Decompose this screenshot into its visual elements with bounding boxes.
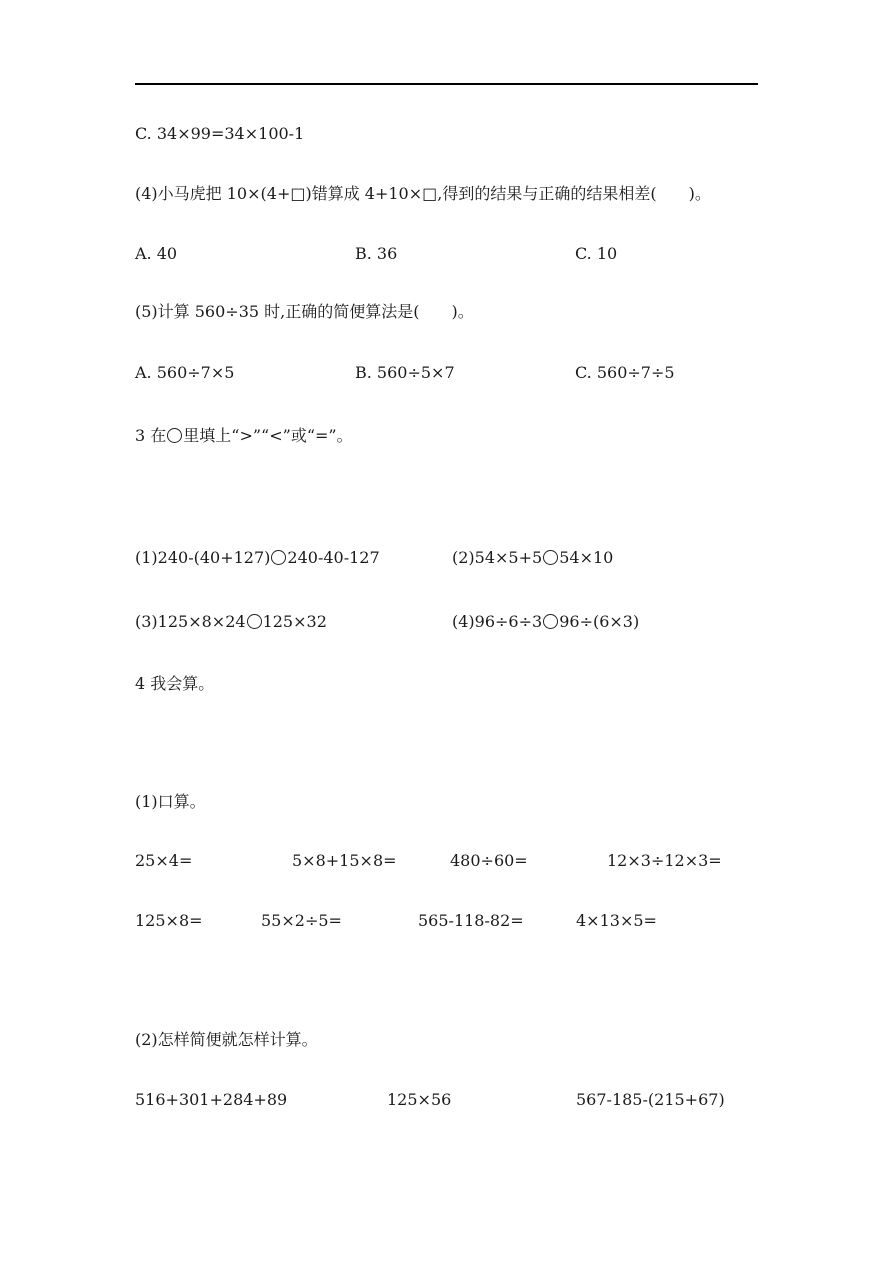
circle-icon: [167, 428, 182, 443]
compare-item-1: [135, 548, 380, 568]
compare-right: 54×10: [559, 548, 614, 567]
compare-right: 125×32: [262, 612, 327, 631]
answer-circle[interactable]: [543, 550, 558, 565]
option-c-prev: C. 34×99=34×100-1: [135, 124, 305, 143]
q4-option-a: A. 40: [135, 244, 178, 263]
q4-option-c: C. 10: [575, 244, 618, 263]
compare-item-2: [452, 548, 613, 568]
oral-item: 12×3÷12×3=: [607, 851, 722, 870]
answer-circle[interactable]: [247, 614, 262, 629]
compare-item-3: [135, 612, 327, 632]
oral-item: 55×2÷5=: [261, 911, 342, 930]
calc-item: 516+301+284+89: [135, 1090, 288, 1109]
compare-left: (1)240-(40+127): [135, 548, 271, 567]
section-4-title: 4 我会算。: [135, 674, 215, 693]
compare-right: 96÷(6×3): [559, 612, 640, 631]
oral-item: 125×8=: [135, 911, 203, 930]
q5-option-a: A. 560÷7×5: [135, 363, 235, 382]
question-5-stem: (5)计算 560÷35 时,正确的简便算法是( )。: [135, 302, 474, 321]
answer-circle[interactable]: [271, 550, 286, 565]
answer-circle[interactable]: [543, 614, 558, 629]
part-2-title: (2)怎样简便就怎样计算。: [135, 1030, 318, 1049]
section-3-suffix: 里填上“>”“<”或“=”。: [183, 426, 353, 445]
q4-option-b: B. 36: [355, 244, 398, 263]
compare-right: 240-40-127: [287, 548, 380, 567]
question-4-stem: (4)小马虎把 10×(4+□)错算成 4+10×□,得到的结果与正确的结果相差( )。: [135, 184, 711, 203]
section-3-title: [135, 426, 353, 446]
oral-item: 480÷60=: [450, 851, 528, 870]
oral-item: 565-118-82=: [418, 911, 524, 930]
calc-item: 567-185-(215+67): [576, 1090, 725, 1109]
section-3-prefix: 3 在: [135, 426, 167, 445]
compare-left: (2)54×5+5: [452, 548, 543, 567]
part-1-title: (1)口算。: [135, 792, 206, 811]
q5-option-b: B. 560÷5×7: [355, 363, 455, 382]
oral-item: 4×13×5=: [576, 911, 657, 930]
compare-left: (3)125×8×24: [135, 612, 246, 631]
oral-item: 25×4=: [135, 851, 193, 870]
q5-option-c: C. 560÷7÷5: [575, 363, 675, 382]
calc-item: 125×56: [387, 1090, 452, 1109]
oral-item: 5×8+15×8=: [292, 851, 397, 870]
compare-left: (4)96÷6÷3: [452, 612, 543, 631]
compare-item-4: [452, 612, 639, 632]
header-rule: [135, 83, 758, 85]
